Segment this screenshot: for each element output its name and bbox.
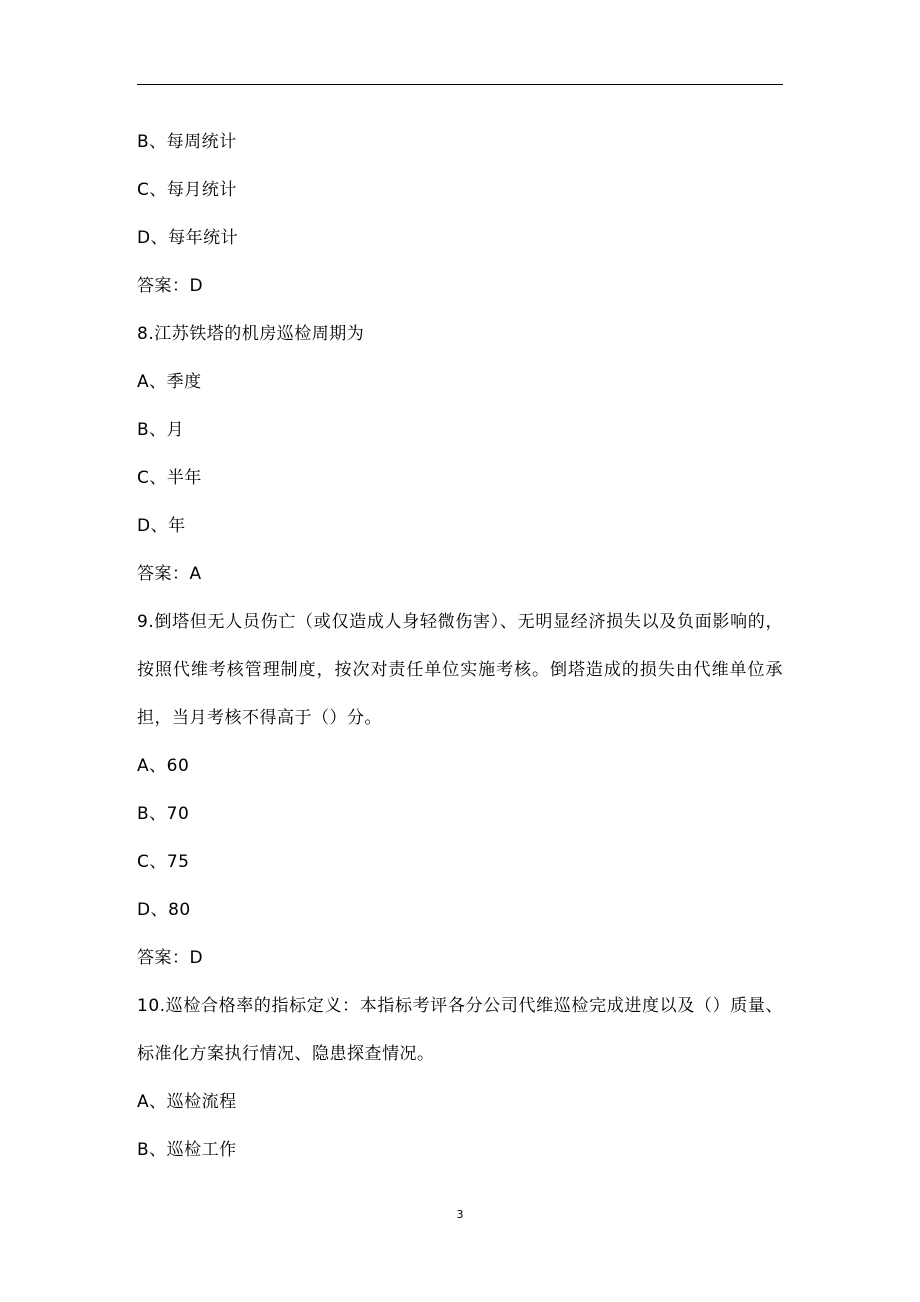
answer-line: 答案：D <box>137 948 204 968</box>
page-content <box>137 118 783 1174</box>
option-line: C、半年 <box>137 468 202 488</box>
option-line: C、75 <box>137 852 190 872</box>
option-line: B、每周统计 <box>137 132 237 152</box>
page-number: 3 <box>456 1208 464 1221</box>
answer-line: 答案：D <box>137 276 204 296</box>
option-line: B、70 <box>137 804 190 824</box>
header-rule <box>137 84 783 85</box>
answer-line: 答案：A <box>137 564 202 584</box>
option-line: A、60 <box>137 756 190 776</box>
question-stem-10: 10.巡检合格率的指标定义：本指标考评各分公司代维巡检完成进度以及（）质量、标准化方案执行情况、隐患探查情况。 <box>137 996 783 1064</box>
option-line: C、每月统计 <box>137 180 237 200</box>
option-line: D、每年统计 <box>137 228 239 248</box>
question-stem-8: 8.江苏铁塔的机房巡检周期为 <box>137 324 365 344</box>
option-line: D、80 <box>137 900 191 920</box>
option-line: D、年 <box>137 516 186 536</box>
question-stem-9: 9.倒塔但无人员伤亡（或仅造成人身轻微伤害）、无明显经济损失以及负面影响的，按照代维考核管理制度，按次对责任单位实施考核。倒塔造成的损失由代维单位承担，当月考核不得高于（）分。 <box>137 612 783 728</box>
option-line: A、巡检流程 <box>137 1092 237 1112</box>
option-line: B、月 <box>137 420 185 440</box>
option-line: B、巡检工作 <box>137 1140 237 1160</box>
option-line: A、季度 <box>137 372 202 392</box>
